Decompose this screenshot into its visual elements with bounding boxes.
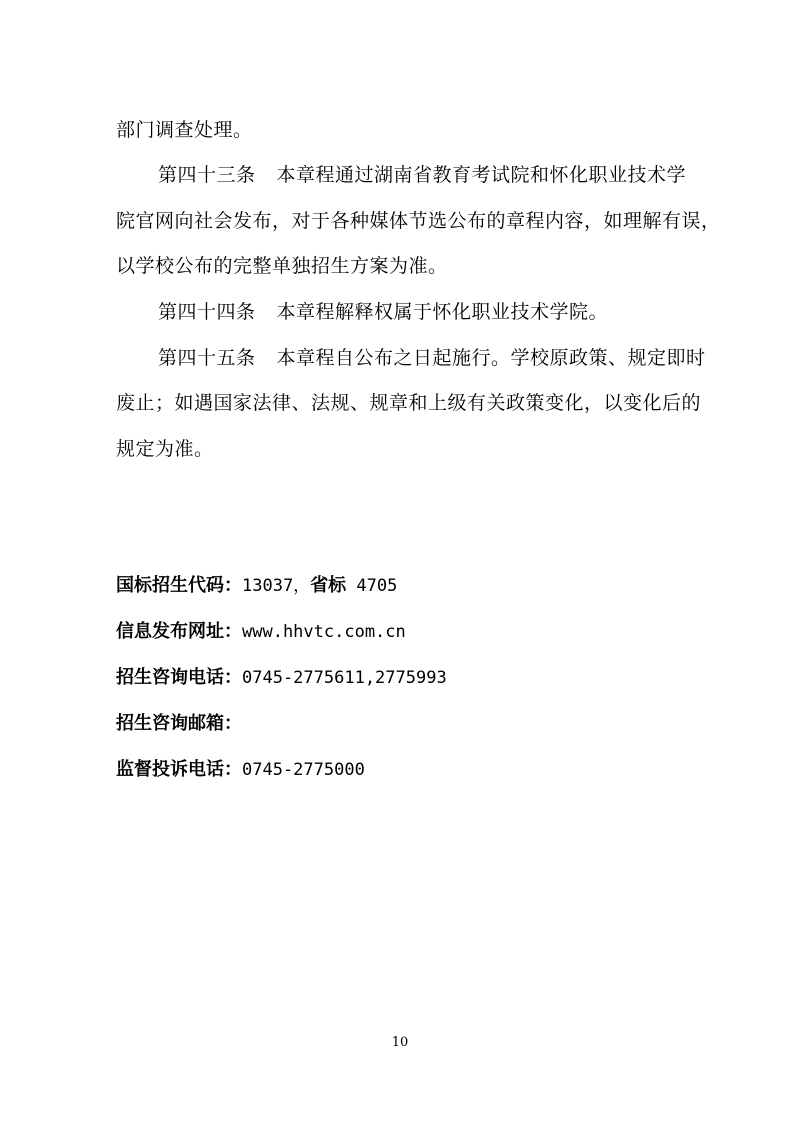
complaint-label: 监督投诉电话：	[116, 759, 242, 780]
article-44-line-1	[158, 300, 608, 324]
page-number: 10	[391, 1035, 409, 1050]
website-link[interactable]: www.hhvtc.com.cn	[242, 622, 406, 642]
intro-line: 部门调查处理。	[116, 119, 253, 141]
admission-code-line	[116, 574, 397, 598]
article-45-line-3: 规定为准。	[116, 438, 214, 460]
admission-code-provincial-label: 省标	[310, 575, 347, 596]
article-43-text-1: 本章程通过湖南省教育考试院和怀化职业技术学	[276, 164, 687, 186]
phone-value: 0745-2775611,2775993	[242, 668, 447, 688]
complaint-value: 0745-2775000	[242, 760, 365, 780]
email-label: 招生咨询邮箱：	[116, 713, 242, 734]
article-44-label: 第四十四条	[158, 301, 256, 323]
article-43-line-1	[158, 163, 686, 187]
admission-code-label: 国标招生代码：	[116, 575, 242, 596]
article-43-label: 第四十三条	[158, 164, 256, 186]
article-43-line-3: 以学校公布的完整单独招生方案为准。	[116, 255, 448, 277]
email-line	[116, 712, 242, 736]
article-45-label: 第四十五条	[158, 347, 256, 369]
website-line	[116, 620, 406, 644]
article-44-text-1: 本章程解释权属于怀化职业技术学院。	[276, 301, 609, 323]
phone-line	[116, 666, 447, 690]
complaint-line	[116, 758, 365, 782]
admission-code-value: 13037，	[242, 576, 311, 596]
article-45-text-1: 本章程自公布之日起施行。学校原政策、规定即时	[276, 347, 706, 369]
phone-label: 招生咨询电话：	[116, 667, 242, 688]
article-45-line-2: 废止；如遇国家法律、法规、规章和上级有关政策变化，以变化后的	[116, 392, 702, 414]
admission-code-provincial-value: 4705	[346, 576, 398, 596]
article-45-line-1	[158, 346, 706, 370]
website-label: 信息发布网址：	[116, 621, 242, 642]
article-43-line-2: 院官网向社会发布，对于各种媒体节选公布的章程内容，如理解有误，	[116, 210, 721, 232]
